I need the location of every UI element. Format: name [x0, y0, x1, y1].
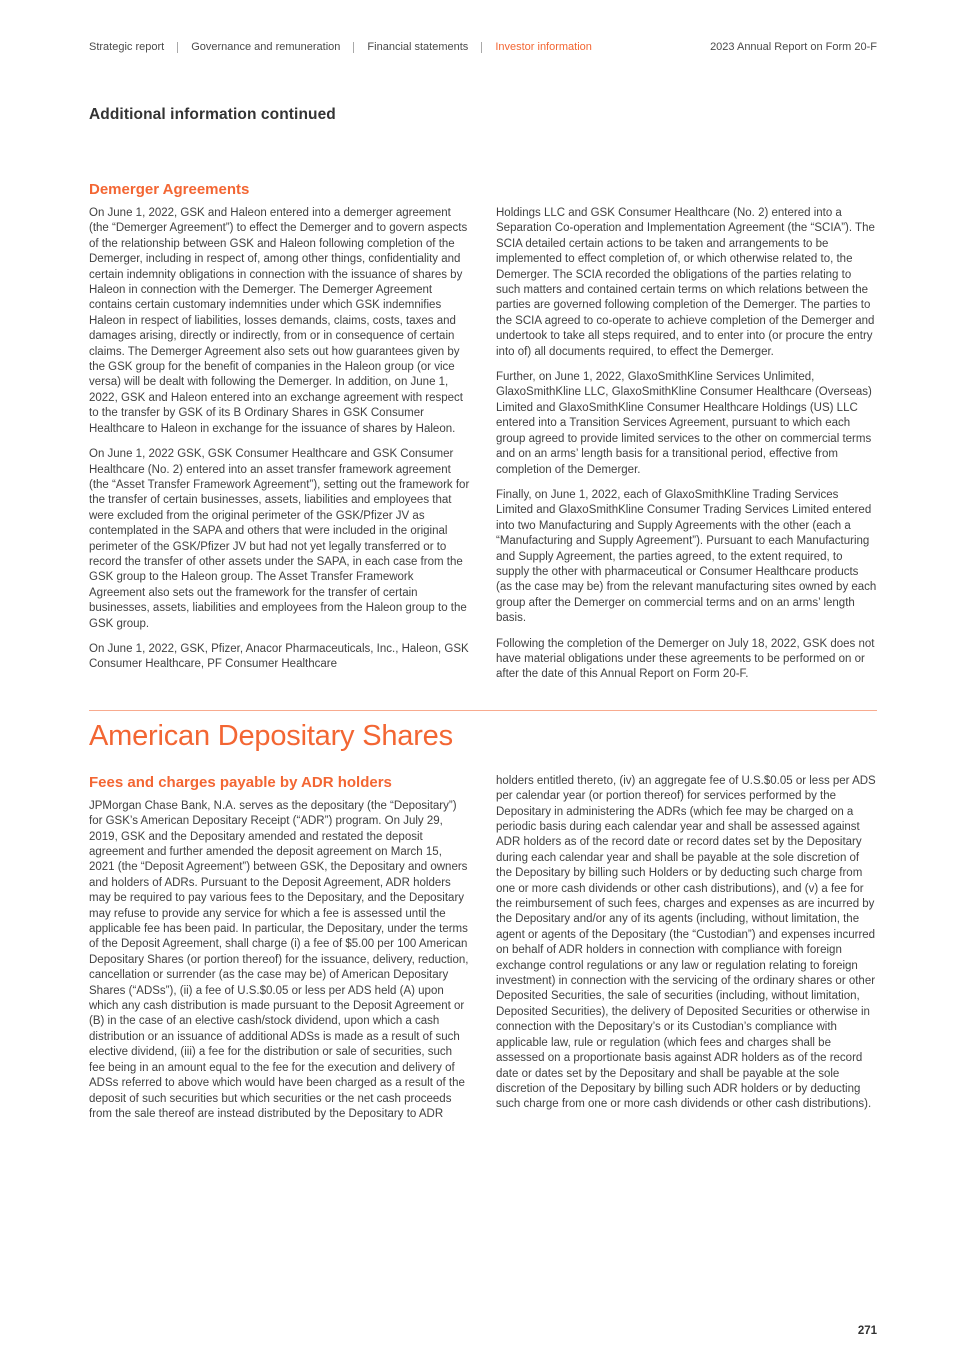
nav-item-investor-information[interactable]: Investor information	[495, 41, 592, 53]
paragraph: holders entitled thereto, (iv) an aggregate fee of U.S.$0.05 or less per ADS per calendar year (or portion thereof) for services performed by the Depositary in administering the ADRs (which fee may be charged on a periodic basis during each calendar year and shall be assessed against ADR holders as of the record date or record dates set by the Depositary during each calendar year and shall be payable at the sole discretion of the Depositary by billing such Holders or by deducting such charge from one or more cash dividends or other cash distributions), and (v) a fee for the reimbursement of such fees, charges and expenses as are incurred by the Depositary and/or any of its agents (including, without limitation, the agent or agents of the Depositary (the “Custodian”) and expenses incurred on behalf of ADR holders in connection with compliance with foreign exchange control regulations or any law or regulation relating to foreign investment) in connection with the servicing of the ordinary shares or other Deposited Securities, the sale of securities (including, without limitation, Deposited Securities), the delivery of Deposited Securities or otherwise in connection with the Depositary’s or its Custodian’s compliance with applicable law, rule or regulation (which fees and charges shall be assessed on a proportionate basis against ADR holders as of the record date or dates set by the Depositary and shall be payable at the sole discretion of the Depositary by billing such ADR holders or by deducting such charge from one or more cash dividends or other cash distributions).	[496, 774, 876, 1111]
ads-heading: American Depositary Shares	[89, 719, 453, 752]
paragraph: Finally, on June 1, 2022, each of GlaxoSmithKline Trading Services Limited and GlaxoSmithKline Consumer Trading Services Limited entered into two Manufacturing and Supply Agreements with the other (each a “Manufacturing and Supply Agreement”). Pursuant to each Manufacturing and Supply Agreement, the parties agreed, to the extent required, to supply the other with pharmaceutical or Consumer Healthcare products (as the case may be) from the relevant manufacturing sites owned by each group after the Demerger on commercial terms and on an arms’ length basis.	[496, 488, 877, 625]
right-column	[496, 774, 877, 1123]
ads-columns	[89, 774, 877, 1123]
paragraph: Following the completion of the Demerger on July 18, 2022, GSK does not have material obligations under these agreements to be performed on or after the date of this Annual Report on Form 20-F.	[496, 637, 875, 681]
left-column	[89, 774, 470, 1123]
nav-separator	[353, 42, 354, 53]
paragraph: JPMorgan Chase Bank, N.A. serves as the depositary (the “Depositary”) for GSK’s American Depositary Receipt (“ADR”) program. On July 29, 2019, GSK and the Depositary amended and restated the deposit agreement and further amended the deposit agreement on March 15, 2021 (the “Deposit Agreement”) between GSK, the Depositary and owners and holders of ADRs. Pursuant to the Deposit Agreement, ADR holders may be required to pay various fees to the Depositary, and the Depositary may refuse to provide any service for which a fee is assessed until the applicable fee has been paid. In particular, the Depositary, under the terms of the Deposit Agreement, shall charge (i) a fee of $5.00 per 100 American Depositary Shares (or portion thereof) for the issuance, delivery, reduction, cancellation or surrender (as the case may be) of American Depositary Shares (“ADSs”), (ii) a fee of U.S.$0.05 or less per ADS held (A) upon which any cash distribution is made pursuant to the Deposit Agreement or (B) in the case of an elective cash/stock dividend, upon which a cash distribution or an issuance of additional ADSs is made as a result of such elective dividend, (iii) a fee for the distribution or sale of securities, such fee being in an amount equal to the fee for the execution and delivery of ADSs referred to above which would have been charged as a result of the deposit of such securities but which securities or the net cash proceeds from the sale thereof are instead distributed by the Depositary to ADR	[89, 799, 469, 1120]
paragraph: On June 1, 2022 GSK, GSK Consumer Healthcare and GSK Consumer Healthcare (No. 2) entered into an asset transfer framework agreement (the “Asset Transfer Framework Agreement”), setting out the framework for the transfer of certain businesses, assets, liabilities and employees that were excluded from the original perimeter of the GSK/Pfizer JV as contemplated in the SAPA and others that were included in the original perimeter of the GSK/Pfizer JV but had not yet legally transferred or to record the transfer of other assets under the SAPA, in each case from the GSK group to the Haleon group. The Asset Transfer Framework Agreement also sets out the framework for the transfer of certain businesses, assets, liabilities and employees from the Haleon group to the GSK group.	[89, 448, 470, 630]
paragraph: Further, on June 1, 2022, GlaxoSmithKline Services Unlimited, GlaxoSmithKline LLC, GlaxoSmithKline Consumer Healthcare (Overseas) Limited and GlaxoSmithKline Consumer Healthcare Holdings (US) LLC entered into a Transition Services Agreement, pursuant to which each group agreed to provide limited services to the other on commercial terms and on an arms’ length basis for a transitional period, effective from completion of the Demerger.	[496, 371, 872, 476]
nav-separator	[177, 42, 178, 53]
right-column	[496, 206, 877, 683]
page-number: 271	[857, 1325, 877, 1337]
nav-item-financial-statements[interactable]: Financial statements	[367, 41, 469, 53]
paragraph: On June 1, 2022, GSK and Haleon entered into a demerger agreement (the “Demerger Agreement”) to effect the Demerger and to govern aspects of the relationship between GSK and Haleon following completion of the Demerger, including in respect of, among other things, confidentiality and certain indemnity obligations in connection with the issuance of shares by Haleon in connection with the Demerger. The Demerger Agreement contains certain customary indemnities under which GSK indemnifies Haleon in respect of liabilities, losses demands, claims, costs, taxes and damages arising, directly or indirectly, from or in consequence of certain claims. The Demerger Agreement also sets out how guarantees given by the GSK group for the benefit of companies in the Haleon group (or vice versa) will be dealt with following the Demerger. In addition, on June 1, 2022, GSK and Haleon entered into an exchange agreement with respect to the transfer by GSK of its B Ordinary Shares in GSK Consumer Healthcare to Haleon in exchange for the issuance of shares by Haleon.	[89, 207, 468, 435]
ads-section	[89, 720, 877, 1123]
nav-item-strategic-report[interactable]: Strategic report	[89, 41, 165, 53]
report-title: 2023 Annual Report on Form 20-F	[710, 41, 877, 53]
report-header	[89, 41, 877, 53]
nav-separator	[481, 42, 482, 53]
demerger-section	[89, 181, 877, 683]
demerger-heading: Demerger Agreements	[89, 181, 250, 198]
paragraph: Holdings LLC and GSK Consumer Healthcare (No. 2) entered into a Separation Co-operation and Implementation Agreement (the “SCIA”). The SCIA detailed certain actions to be taken and arrangements to be implemented to effect completion of, or which otherwise related to, the Demerger. The SCIA recorded the obligations of the parties relating to such matters and contained certain terms on which relations between the parties are governed following completion of the Demerger. The parties to the SCIA agreed to co-operate to achieve completion of the Demerger and undertook to take all steps required, and to enter into (or procure the entry into of) all documents required, to effect the Demerger.	[496, 207, 875, 358]
page-title: Additional information continued	[89, 106, 336, 123]
ads-subheading: Fees and charges payable by ADR holders	[89, 773, 392, 791]
section-nav	[89, 41, 592, 53]
section-divider	[89, 710, 877, 711]
demerger-columns	[89, 206, 877, 683]
paragraph: On June 1, 2022, GSK, Pfizer, Anacor Pharmaceuticals, Inc., Haleon, GSK Consumer Healthcare, PF Consumer Healthcare	[89, 642, 469, 671]
nav-item-governance-remuneration[interactable]: Governance and remuneration	[191, 41, 341, 53]
left-column	[89, 206, 470, 683]
